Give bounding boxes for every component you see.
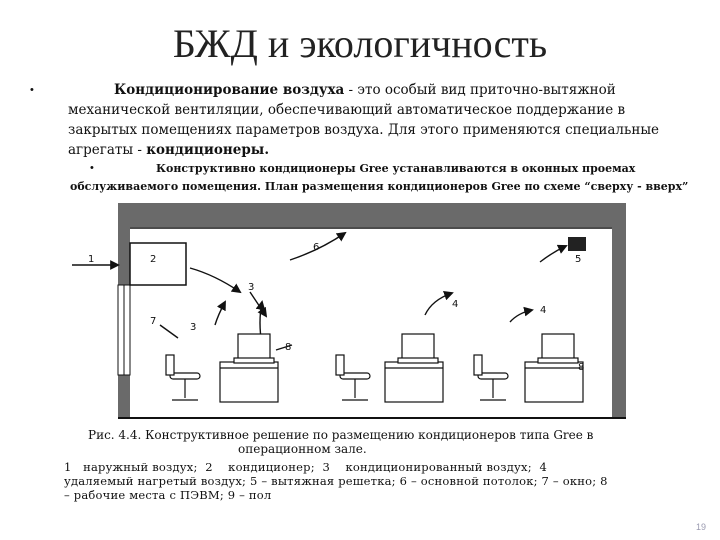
legend-line-2: удаляемый нагретый воздух; 5 – вытяжная решетка; 6 – основной потолок; 7 – окно; 8	[64, 474, 608, 488]
workstation-1	[166, 334, 278, 402]
bullet-sub: •	[90, 162, 94, 174]
conditioned-air-arrow-2	[215, 302, 225, 325]
sub-paragraph-text: Конструктивно кондиционеры Gree устанавливаются в оконных проемах обслуживаемого помещения. План размещения кондиционеров Gree по схеме “сверху - вверх”	[70, 162, 689, 193]
figure-legend	[64, 460, 664, 502]
window-opening	[118, 285, 130, 375]
paragraph-end: кондиционеры.	[146, 142, 270, 158]
page-number: 19	[695, 522, 706, 532]
label-6: 6	[313, 242, 320, 253]
monitor-1	[238, 334, 270, 360]
label-8b: 8	[578, 362, 585, 373]
chair-back-3	[474, 355, 482, 375]
ceiling-slab	[118, 203, 626, 227]
legend-line-3: – рабочие места с ПЭВМ; 9 – пол	[64, 488, 272, 502]
workstation-3	[474, 334, 583, 402]
figure-caption	[88, 428, 648, 456]
warm-air-arrow-1	[425, 293, 452, 315]
label-4b: 4	[540, 305, 547, 316]
conditioned-air-arrow-3	[250, 292, 266, 316]
paragraph-term: Кондиционирование воздуха	[114, 82, 345, 98]
warm-air-arrow-2	[510, 310, 532, 322]
monitor-2	[402, 334, 434, 360]
label-3b: 3	[190, 322, 197, 333]
label-8a: 8	[285, 342, 292, 353]
label-1: 1	[88, 254, 95, 265]
label-4a: 4	[452, 299, 459, 310]
right-wall	[612, 203, 626, 418]
label-5: 5	[575, 254, 582, 265]
monitor-3	[542, 334, 574, 360]
workstation-2	[336, 334, 443, 402]
slide-title: БЖД и экологичность	[172, 21, 548, 66]
exhaust-grille	[568, 237, 586, 251]
label-3a: 3	[248, 282, 255, 293]
caption-line-2: операционном зале.	[238, 442, 367, 456]
label-7: 7	[150, 316, 157, 327]
caption-line-1: Рис. 4.4. Конструктивное решение по размещению кондиционеров типа Gree в	[88, 428, 594, 442]
label-2: 2	[150, 254, 157, 265]
air-conditioner-unit	[130, 243, 186, 285]
exhaust-arrow	[540, 246, 566, 262]
window-leader	[160, 325, 178, 338]
paragraph-text: - это особый вид приточно-вытяжной механической вентиляции, обеспечивающий автоматическое поддержание в закрытых помещениях параметров воздуха. Для этого применяются специальные агрегаты -	[68, 82, 660, 158]
chair-back-2	[336, 355, 344, 375]
bullet-main: •	[30, 84, 34, 96]
conditioned-air-arrow-1	[190, 268, 240, 292]
legend-line-1: 1 наружный воздух; 2 кондиционер; 3 кондиционированный воздух; 4	[64, 460, 547, 474]
chair-back-1	[166, 355, 174, 375]
